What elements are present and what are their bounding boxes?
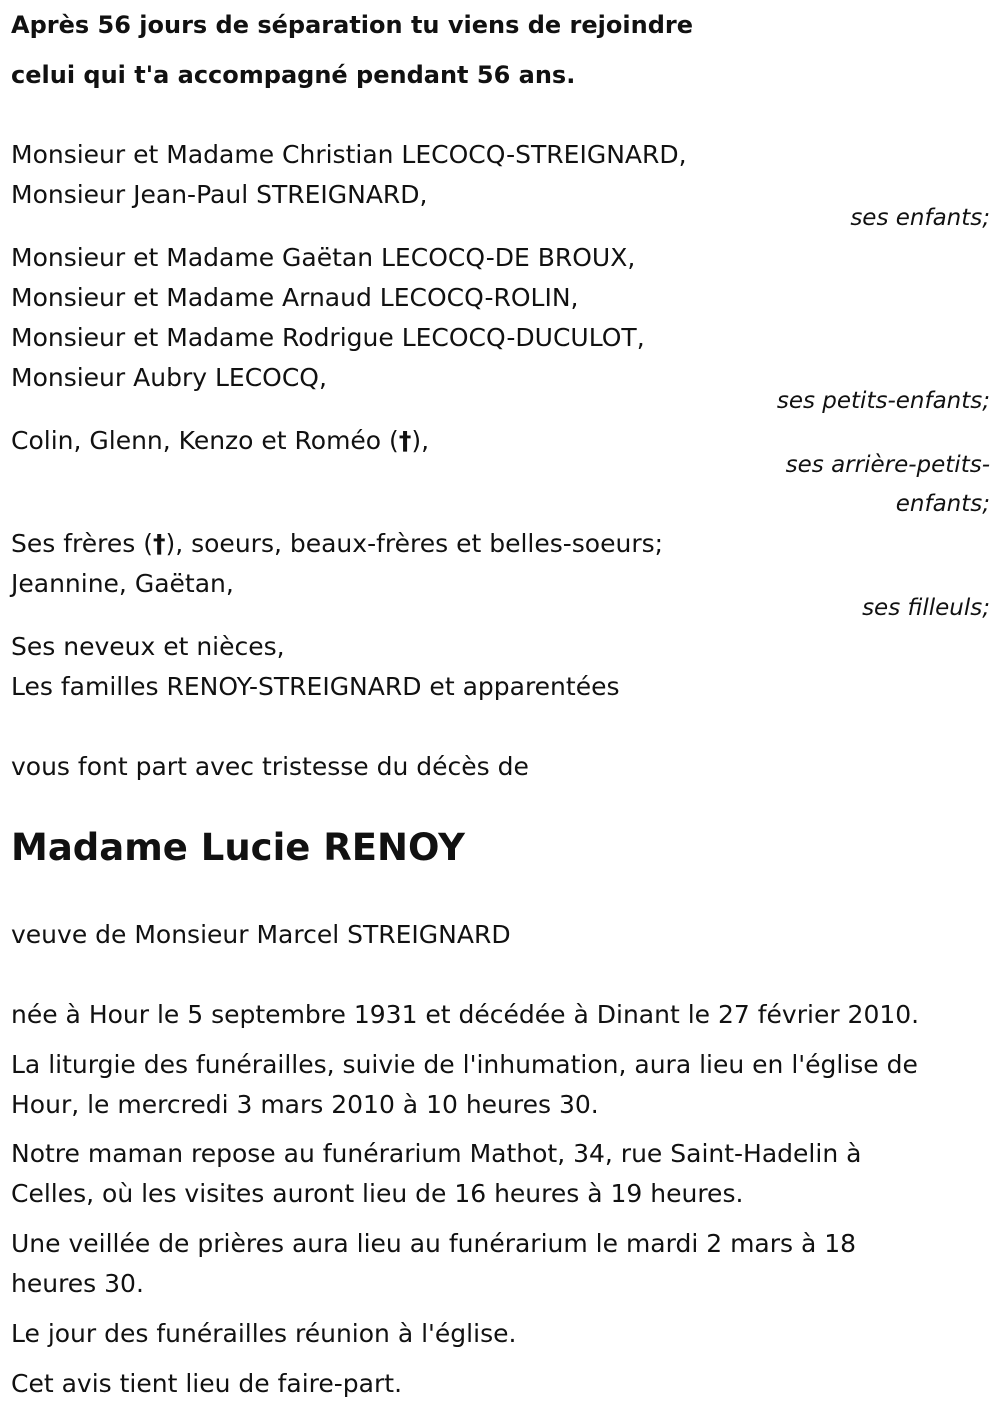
cross-icon: † [152, 529, 166, 558]
children-label: ses enfants; [850, 205, 990, 231]
birth-death-line: née à Hour le 5 septembre 1931 et décédée à Dinant le 27 février 2010. [11, 1000, 920, 1029]
children-line-1: Monsieur et Madame Christian LECOCQ-STREIGNARD, [11, 140, 687, 169]
vigil-line-1: Une veillée de prières aura lieu au funérarium le mardi 2 mars à 18 [11, 1229, 857, 1258]
liturgy-line-2: Hour, le mercredi 3 mars 2010 à 10 heures 30. [11, 1090, 599, 1119]
siblings-text: Ses frères ( [11, 529, 153, 558]
great-grandchildren-label-2: enfants; [895, 491, 990, 517]
godchildren-label: ses filleuls; [862, 595, 990, 621]
grandchildren-line-2: Monsieur et Madame Arnaud LECOCQ-ROLIN, [11, 283, 579, 312]
godchildren-line: Jeannine, Gaëtan, [11, 569, 234, 598]
grandchildren-line-3: Monsieur et Madame Rodrigue LECOCQ-DUCULOT, [11, 323, 645, 352]
great-grandchildren-text-end: ), [411, 426, 430, 455]
intro-line-1: Après 56 jours de séparation tu viens de rejoindre [11, 11, 693, 39]
great-grandchildren-label-1: ses arrière-petits- [785, 452, 990, 478]
intro-line-2: celui qui t'a accompagné pendant 56 ans. [11, 61, 576, 89]
siblings-line [11, 527, 663, 561]
grandchildren-label: ses petits-enfants; [776, 388, 990, 414]
rest-line-1: Notre maman repose au funérarium Mathot, 34, rue Saint-Hadelin à [11, 1139, 862, 1168]
rest-line-2: Celles, où les visites auront lieu de 16 heures à 19 heures. [11, 1179, 744, 1208]
grandchildren-line-1: Monsieur et Madame Gaëtan LECOCQ-DE BROUX, [11, 243, 636, 272]
great-grandchildren-text: Colin, Glenn, Kenzo et Roméo ( [11, 426, 399, 455]
reunion-line: Le jour des funérailles réunion à l'église. [11, 1319, 517, 1348]
deceased-name: Madame Lucie RENOY [11, 826, 465, 869]
others-line-1: Ses neveux et nièces, [11, 632, 285, 661]
cross-icon: † [398, 426, 412, 455]
great-grandchildren-line [11, 424, 429, 458]
grandchildren-line-4: Monsieur Aubry LECOCQ, [11, 363, 327, 392]
others-line-2: Les familles RENOY-STREIGNARD et apparentées [11, 672, 620, 701]
children-line-2: Monsieur Jean-Paul STREIGNARD, [11, 180, 428, 209]
liturgy-line-1: La liturgie des funérailles, suivie de l'inhumation, aura lieu en l'église de [11, 1050, 918, 1079]
siblings-text-end: ), soeurs, beaux-frères et belles-soeurs; [165, 529, 664, 558]
widow-line: veuve de Monsieur Marcel STREIGNARD [11, 920, 511, 949]
notice-line: Cet avis tient lieu de faire-part. [11, 1369, 403, 1398]
vigil-line-2: heures 30. [11, 1269, 144, 1298]
announce-line: vous font part avec tristesse du décès de [11, 752, 529, 781]
